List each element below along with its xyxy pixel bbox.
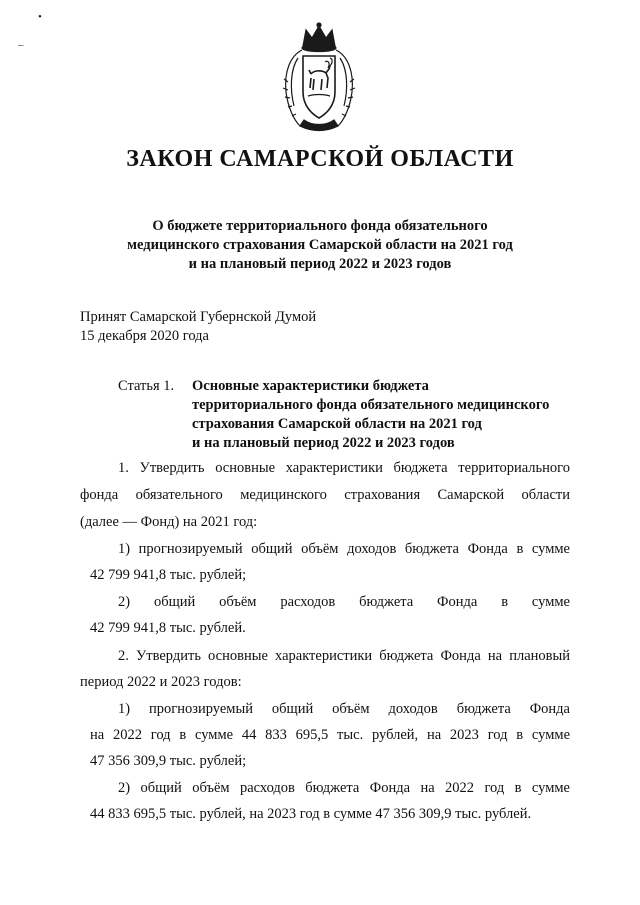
paragraph-1-line-3: (далее — Фонд) на 2021 год:: [80, 514, 258, 530]
scan-mark-left: –: [18, 39, 24, 51]
paragraph-2-item-2-line-1: 2) общий объём расходов бюджета Фонда на 2022 год в сумме: [118, 780, 570, 796]
law-subtitle-line-3: и на плановый период 2022 и 2023 годов: [188, 256, 452, 272]
adoption-body: Принят Самарской Губернской Думой: [80, 309, 317, 325]
paragraph-2-item-1-line-3: 47 356 309,9 тыс. рублей;: [90, 753, 247, 769]
paragraph-1-item-2-line-1: 2) общий объём расходов бюджета Фонда в сумме: [118, 594, 570, 610]
scan-mark-top: •: [38, 11, 42, 23]
paragraph-1-line-1: 1. Утвердить основные характеристики бюджета территориального: [118, 460, 570, 476]
paragraph-2-line-2: период 2022 и 2023 годов:: [80, 674, 242, 690]
law-subtitle-line-2: медицинского страхования Самарской области на 2021 год: [127, 237, 513, 253]
coat-of-arms-emblem: [278, 22, 360, 134]
article-heading-line-4: и на плановый период 2022 и 2023 годов: [192, 435, 455, 451]
article-label: Статья 1.: [118, 378, 175, 394]
paragraph-1-item-1-line-1: 1) прогнозируемый общий объём доходов бюджета Фонда в сумме: [118, 541, 570, 557]
adoption-date: 15 декабря 2020 года: [80, 328, 209, 344]
article-heading-line-1: Основные характеристики бюджета: [192, 378, 429, 394]
article-heading-line-2: территориального фонда обязательного медицинского: [192, 397, 550, 413]
paragraph-1-item-1-line-2: 42 799 941,8 тыс. рублей;: [90, 567, 247, 583]
paragraph-1-item-2-line-2: 42 799 941,8 тыс. рублей.: [90, 620, 246, 636]
paragraph-2-item-2-line-2: 44 833 695,5 тыс. рублей, на 2023 год в сумме 47 356 309,9 тыс. рублей.: [90, 806, 532, 822]
paragraph-2-item-1-line-2: на 2022 год в сумме 44 833 695,5 тыс. рублей, на 2023 год в сумме: [90, 727, 570, 743]
article-heading-line-3: страхования Самарской области на 2021 год: [192, 416, 482, 432]
paragraph-2-item-1-line-1: 1) прогнозируемый общий объём доходов бюджета Фонда: [118, 701, 570, 717]
law-subtitle-line-1: О бюджете территориального фонда обязательного: [152, 218, 488, 234]
law-title: ЗАКОН САМАРСКОЙ ОБЛАСТИ: [126, 146, 514, 172]
paragraph-2-line-1: 2. Утвердить основные характеристики бюджета Фонда на плановый: [118, 648, 570, 664]
paragraph-1-line-2: фонда обязательного медицинского страхования Самарской области: [80, 487, 570, 503]
